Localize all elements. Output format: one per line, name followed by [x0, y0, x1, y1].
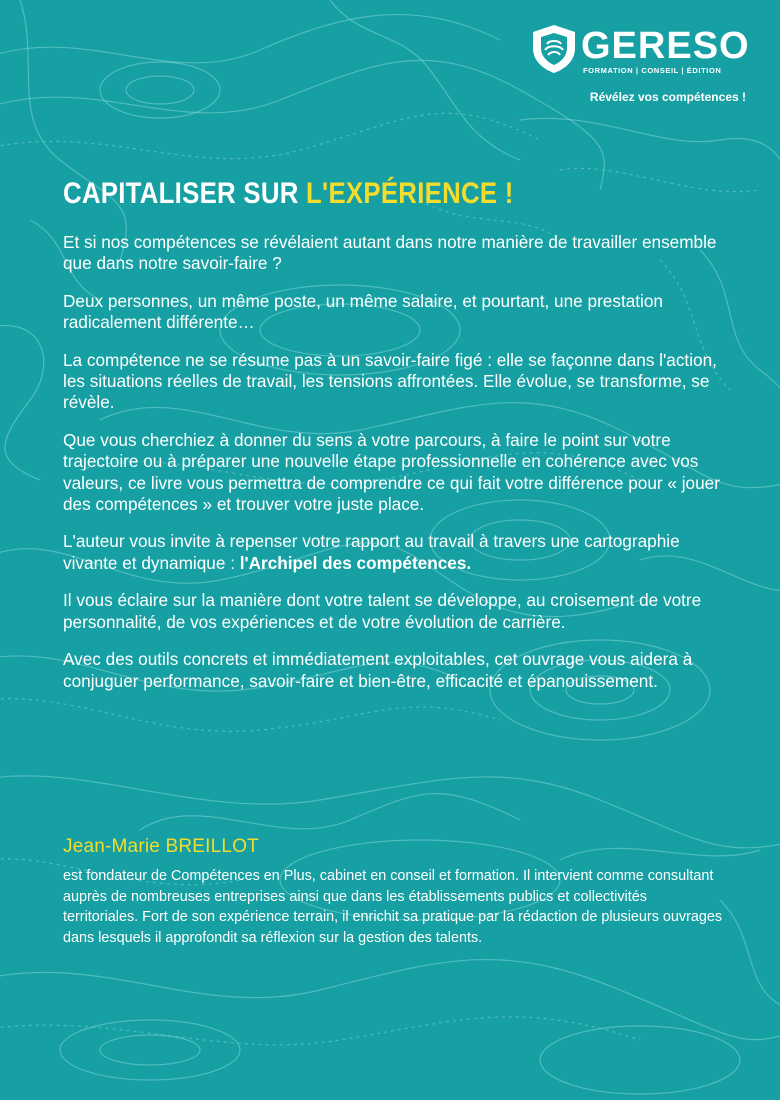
brand-slogan: Révélez vos compétences !	[589, 90, 746, 104]
paragraph-3: La compétence ne se résume pas à un savoir-faire figé : elle se façonne dans l'action, les situations réelles de travail, les tensions affrontées. Elle évolue, se transforme, se révèle.	[63, 349, 717, 413]
author-name: Jean-Marie BREILLOT	[63, 836, 259, 857]
brand-name: GERESO	[581, 25, 750, 67]
title-part-1: CAPITALISER SUR	[63, 177, 307, 210]
paragraph-6: Il vous éclaire sur la manière dont votre talent se développe, au croisement de votre personnalité, de vos expériences et de votre évolution de carrière.	[63, 590, 702, 632]
gereso-logo	[531, 24, 750, 112]
shield-logo-icon	[531, 24, 577, 74]
paragraph-5-highlight: l'Archipel des compétences.	[239, 552, 472, 573]
blurb-text	[63, 232, 723, 708]
author-section	[63, 836, 723, 948]
paragraph-5-intro: L'auteur vous invite à repenser votre rapport au travail à travers une cartographie vivante et dynamique :	[63, 531, 680, 573]
paragraph-7: Avec des outils concrets et immédiatement exploitables, cet ouvrage vous aidera à conjuguer performance, savoir-faire et bien-être, efficacité et épanouissement.	[63, 649, 693, 691]
page-title	[63, 176, 514, 212]
paragraph-4: Que vous cherchiez à donner du sens à votre parcours, à faire le point sur votre trajectoire ou à préparer une nouvelle étape professionnelle en cohérence avec vos valeurs, ce livre vous permettra de comprendre ce qui fait votre différence pour « jouer des compétences » et trouver votre juste place.	[63, 429, 720, 515]
author-bio: est fondateur de Compétences en Plus, cabinet en conseil et formation. Il intervient comme consultant auprès de nombreuses entreprises ainsi que dans les établissements publics et collectivités territoriales. Fort de son expérience terrain, il enrichit sa pratique par la rédaction de plusieurs ouvrages dans lesquels il approfondit sa réflexion sur la gestion des talents.	[63, 868, 723, 946]
paragraph-2: Deux personnes, un même poste, un même salaire, et pourtant, une prestation radicalement différente…	[63, 290, 663, 333]
paragraph-1: Et si nos compétences se révélaient autant dans notre manière de travailler ensemble que dans notre savoir-faire ?	[63, 232, 717, 274]
title-part-2: L'EXPÉRIENCE !	[306, 177, 514, 210]
paragraph-5	[63, 531, 723, 574]
brand-subtitle: FORMATION | CONSEIL | ÉDITION	[583, 66, 722, 75]
